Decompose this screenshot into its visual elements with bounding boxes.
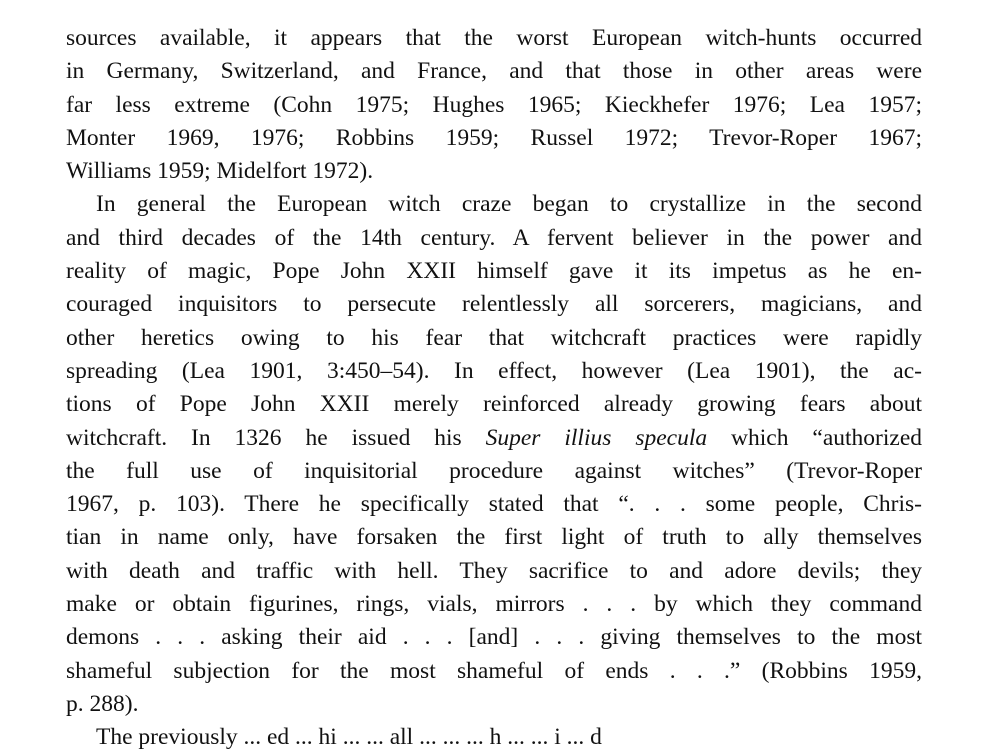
text-line: spreading (Lea 1901, 3:450–54). In effect, however (Lea 1901), the ac- bbox=[66, 357, 922, 384]
text-line: make or obtain figurines, rings, vials, mirrors . . . by which they command bbox=[66, 591, 922, 618]
text-line: Monter 1969, 1976; Robbins 1959; Russel 1972; Trevor-Roper 1967; bbox=[66, 124, 922, 151]
text-line: In general the European witch craze began to crystallize in the second bbox=[96, 191, 922, 218]
partial-text-line: The previously ... ed ... hi ... ... all ... ... ... h ... ... i ... d bbox=[96, 724, 602, 751]
text-line: 1967, p. 103). There he specifically stated that “. . . some people, Chris- bbox=[66, 491, 922, 518]
text-line: other heretics owing to his fear that witchcraft practices were rapidly bbox=[66, 324, 922, 351]
text-line: Williams 1959; Midelfort 1972). bbox=[66, 158, 374, 185]
italic-title: Super illius specula bbox=[485, 424, 708, 451]
text-line: couraged inquisitors to persecute relentlessly all sorcerers, magicians, and bbox=[66, 291, 922, 318]
text-line: far less extreme (Cohn 1975; Hughes 1965; Kieckhefer 1976; Lea 1957; bbox=[66, 91, 922, 118]
text-line: reality of magic, Pope John XXII himself gave it its impetus as he en- bbox=[66, 258, 922, 285]
text-run: which “authorized bbox=[707, 424, 922, 451]
text-line bbox=[66, 422, 922, 455]
text-line: and third decades of the 14th century. A fervent believer in the power and bbox=[66, 224, 922, 251]
text-line: tian in name only, have forsaken the first light of truth to ally themselves bbox=[66, 524, 922, 551]
document-page bbox=[66, 22, 922, 751]
text-line: shameful subjection for the most shameful of ends . . .” (Robbins 1959, bbox=[66, 657, 922, 684]
paragraph-2 bbox=[66, 188, 922, 721]
text-line: the full use of inquisitorial procedure against witches” (Trevor-Roper bbox=[66, 457, 922, 484]
paragraph-1 bbox=[66, 22, 922, 188]
text-line: with death and traffic with hell. They sacrifice to and adore devils; they bbox=[66, 557, 922, 584]
text-line: demons . . . asking their aid . . . [and] . . . giving themselves to the most bbox=[66, 624, 922, 651]
text-line: p. 288). bbox=[66, 690, 139, 717]
text-line: tions of Pope John XXII merely reinforced already growing fears about bbox=[66, 391, 922, 418]
text-line: in Germany, Switzerland, and France, and that those in other areas were bbox=[66, 58, 922, 85]
text-line: sources available, it appears that the worst European witch-hunts occurred bbox=[66, 25, 922, 51]
paragraph-3 bbox=[66, 721, 922, 751]
text-run: witchcraft. In 1326 he issued his bbox=[66, 424, 486, 451]
